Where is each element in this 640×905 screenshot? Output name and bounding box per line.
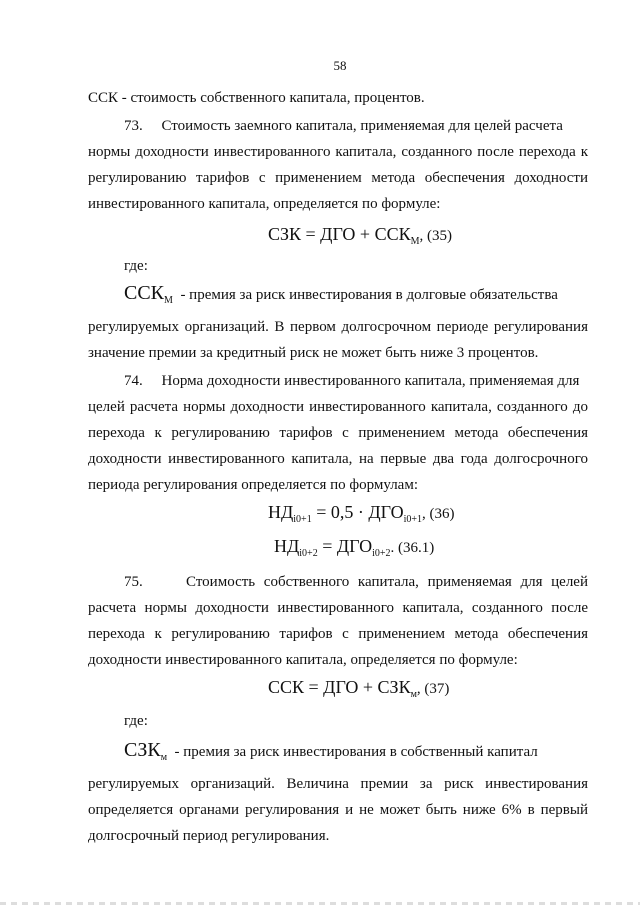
sskm-sub: М xyxy=(164,295,173,306)
p75-line1 xyxy=(124,573,588,591)
p74-line1 xyxy=(124,372,588,390)
formula-35-sub: М xyxy=(410,236,420,247)
sskm-symbol: ССК xyxy=(124,282,165,304)
where-label-1: где: xyxy=(124,258,148,274)
formula-36-lhs-sub: i0+1 xyxy=(293,514,312,525)
szkm-line4: долгосрочный период регулирования. xyxy=(88,828,330,844)
p73-line1 xyxy=(124,117,588,135)
p74-line2: целей расчета нормы доходности инвестированного капитала, созданного до xyxy=(88,399,588,415)
page-number: 58 xyxy=(333,58,347,73)
formula-37-tail: , (37) xyxy=(416,681,450,697)
formula-35-tail: , (35) xyxy=(419,228,452,244)
szkm-sub: м xyxy=(160,752,168,763)
formula-36-rhs: = 0,5 · ДГО xyxy=(311,502,404,522)
szkm-line1-text: - премия за риск инвестирования в собственный капитал xyxy=(174,744,538,760)
p73-line3: регулированию тарифов с применением метода обеспечения доходности xyxy=(88,170,588,186)
p74-line4: доходности инвестированного капитала, на первые два года долгосрочного xyxy=(88,451,588,467)
formula-36-rhs-sub: i0+1 xyxy=(403,514,423,525)
p74-number: 74. xyxy=(124,373,143,389)
sskm-line2: регулируемых организаций. В первом долгосрочном периоде регулирования xyxy=(88,319,588,335)
formula-35 xyxy=(268,224,452,245)
sskm-line1 xyxy=(124,284,588,306)
p73-line1-text: Стоимость заемного капитала, применяемая для целей расчета xyxy=(161,118,563,134)
formula-36 xyxy=(268,502,455,523)
formula-36-1-tail: . (36.1) xyxy=(390,540,435,556)
formula-36-1 xyxy=(274,536,434,557)
p75-line1-text: Стоимость собственного капитала, применяемая для целей xyxy=(186,574,588,590)
p74-line1-text: Норма доходности инвестированного капитала, применяемая для xyxy=(161,373,580,389)
p73-line4: инвестированного капитала, определяется по формуле: xyxy=(88,196,441,212)
p73-number: 73. xyxy=(124,118,143,134)
sskm-line1-text: - премия за риск инвестирования в долговые обязательства xyxy=(180,287,558,303)
formula-37-sub: м xyxy=(410,689,417,700)
formula-36-1-rhs: = ДГО xyxy=(317,536,373,556)
szkm-line1 xyxy=(124,741,588,763)
formula-36-1-rhs-sub: i0+2 xyxy=(372,548,391,559)
p74-line3: перехода к регулированию тарифов с применением метода обеспечения xyxy=(88,425,588,441)
p73-line2: нормы доходности инвестированного капитала, созданного после перехода к xyxy=(88,144,588,160)
formula-36-lhs: НД xyxy=(268,502,294,522)
p75-number: 75. xyxy=(124,574,143,590)
p75-line4: доходности инвестированного капитала, определяется по формуле: xyxy=(88,652,518,668)
sskm-line3: значение премии за кредитный риск не может быть ниже 3 процентов. xyxy=(88,345,539,361)
formula-37 xyxy=(268,677,449,698)
p75-line2: расчета нормы доходности инвестированного капитала, созданного после xyxy=(88,600,588,616)
formula-37-main: ССК = ДГО + СЗК xyxy=(268,677,411,697)
szkm-line3: определяется органами регулирования и не может быть ниже 6% в первый xyxy=(88,802,588,818)
formula-36-tail: , (36) xyxy=(422,506,455,522)
szkm-line2: регулируемых организаций. Величина премии за риск инвестирования xyxy=(88,776,588,792)
formula-35-main: СЗК = ДГО + ССК xyxy=(268,224,411,244)
szkm-symbol: СЗК xyxy=(124,739,161,761)
formula-36-1-lhs: НД xyxy=(274,536,300,556)
p75-line3: перехода к регулированию тарифов с применением метода обеспечения xyxy=(88,626,588,642)
p74-line5: периода регулирования определяется по формулам: xyxy=(88,477,418,493)
formula-36-1-lhs-sub: i0+2 xyxy=(299,548,318,559)
ssk-definition: ССК - стоимость собственного капитала, процентов. xyxy=(88,90,425,106)
where-label-2: где: xyxy=(124,713,148,729)
